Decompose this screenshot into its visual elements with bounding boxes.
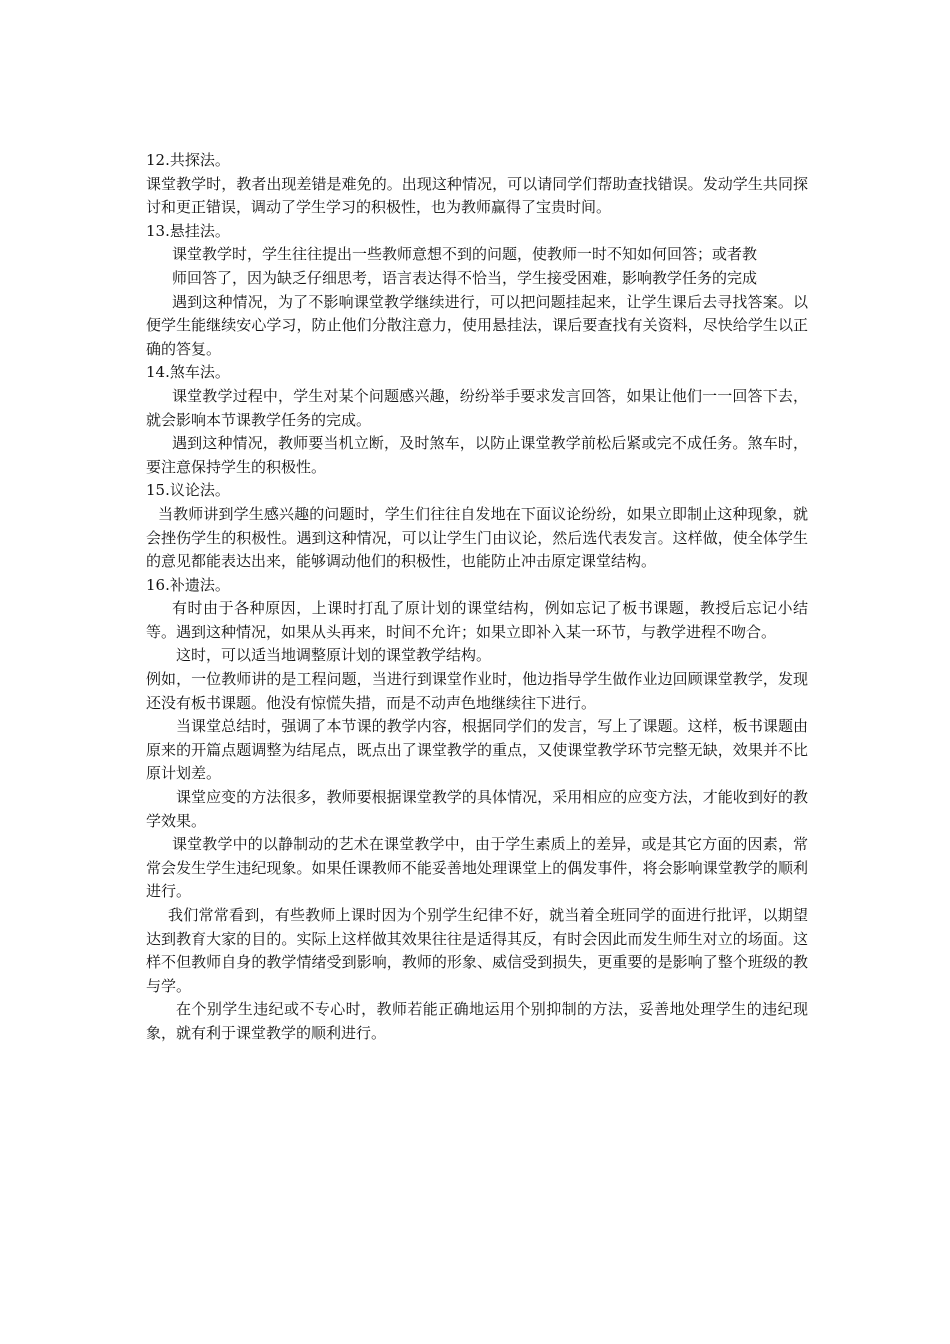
body-paragraph: 我们常常看到，有些教师上课时因为个别学生纪律不好，就当着全班同学的面进行批评，以期望达到教育大家的目的。实际上这样做其效果往往是适得其反，有时会因此而发生师生对立的场面。这样不但教师自身的教学情绪受到影响，教师的形象、威信受到损失，更重要的是影响了整个班级的教与学。 xyxy=(146,906,808,995)
section-heading-13: 13.悬挂法。 xyxy=(146,221,230,240)
body-paragraph: 遇到这种情况，为了不影响课堂教学继续进行，可以把问题挂起来，让学生课后去寻找答案。以便学生能继续安心学习，防止他们分散注意力，使用悬挂法，课后要查找有关资料，尽快给学生以正确的答复。 xyxy=(146,292,808,358)
body-paragraph: 课堂教学过程中，学生对某个问题感兴趣，纷纷举手要求发言回答，如果让他们一一回答下去，就会影响本节课教学任务的完成。 xyxy=(146,386,808,429)
body-paragraph: 课堂教学时，学生往往提出一些教师意想不到的问题，使教师一时不知如何回答；或者教 xyxy=(172,245,758,264)
section-heading-14: 14.煞车法。 xyxy=(146,363,230,382)
body-paragraph: 在个别学生违纪或不专心时，教师若能正确地运用个别抑制的方法，妥善地处理学生的违纪现象，就有利于课堂教学的顺利进行。 xyxy=(146,1000,808,1042)
body-paragraph: 这时，可以适当地调整原计划的课堂教学结构。 xyxy=(176,646,492,665)
body-paragraph: 例如，一位教师讲的是工程问题，当进行到课堂作业时，他边指导学生做作业边回顾课堂教学，发现还没有板书课题。他没有惊慌失措，而是不动声色地继续往下进行。 xyxy=(146,670,808,712)
body-paragraph: 课堂应变的方法很多，教师要根据课堂教学的具体情况，采用相应的应变方法，才能收到好的教学效果。 xyxy=(146,788,808,830)
section-heading-12: 12.共探法。 xyxy=(146,151,230,169)
body-paragraph: 有时由于各种原因，上课时打乱了原计划的课堂结构，例如忘记了板书课题，教授后忘记小结等。遇到这种情况，如果从头再来，时间不允许；如果立即补入某一环节，与教学进程不吻合。 xyxy=(146,599,808,641)
body-paragraph: 课堂教学中的以静制动的艺术在课堂教学中，由于学生素质上的差异，或是其它方面的因素，常常会发生学生违纪现象。如果任课教师不能妥善地处理课堂上的偶发事件，将会影响课堂教学的顺利进行。 xyxy=(146,835,808,901)
section-heading-16: 16.补遗法。 xyxy=(146,575,230,594)
body-paragraph: 课堂教学时，教者出现差错是难免的。出现这种情况，可以请同学们帮助查找错误。发动学生共同探讨和更正错误，调动了学生学习的积极性，也为教师赢得了宝贵时间。 xyxy=(146,174,808,217)
section-heading-15: 15.议论法。 xyxy=(146,481,230,500)
body-paragraph: 师回答了，因为缺乏仔细思考，语言表达得不恰当，学生接受困难，影响教学任务的完成 xyxy=(172,268,758,287)
body-paragraph: 当教师讲到学生感兴趣的问题时，学生们往往自发地在下面议论纷纷，如果立即制止这种现象，就会挫伤学生的积极性。遇到这种情况，可以让学生门由议论，然后选代表发言。这样做，使全体学生的意见都能表达出来，能够调动他们的积极性，也能防止冲击原定课堂结构。 xyxy=(146,504,808,571)
body-paragraph: 当课堂总结时，强调了本节课的教学内容，根据同学们的发言，写上了课题。这样，板书课题由原来的开篇点题调整为结尾点，既点出了课堂教学的重点，又使课堂教学环节完整无缺，效果并不比原计划差。 xyxy=(146,717,808,783)
body-paragraph: 遇到这种情况，教师要当机立断，及时煞车，以防止课堂教学前松后紧或完不成任务。煞车时，要注意保持学生的积极性。 xyxy=(146,434,808,476)
document-page xyxy=(146,149,808,1046)
